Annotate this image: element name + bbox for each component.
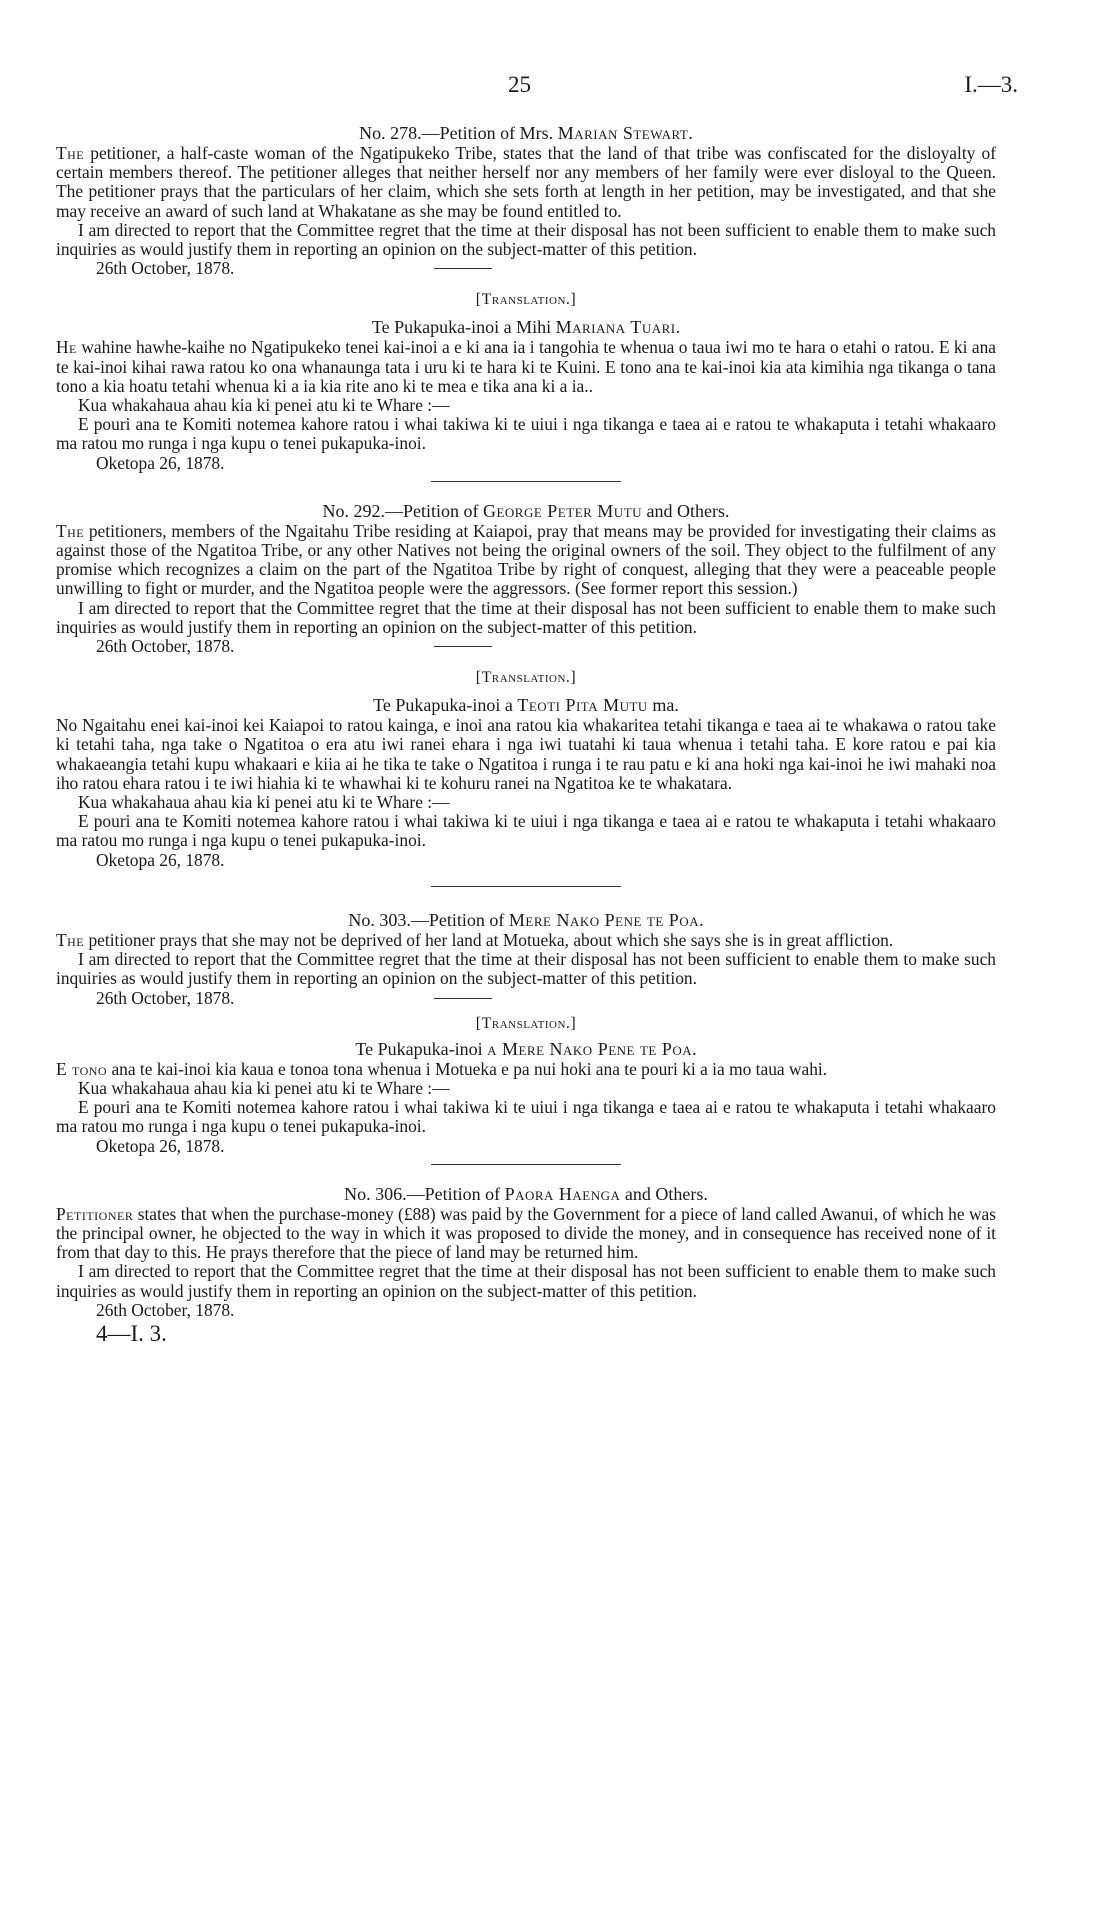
translation-order: Kua whakahaua ahau kia ki penei atu ki te Whare :—: [78, 1077, 450, 1098]
committee-report: I am directed to report that the Committee regret that the time at their disposal has not been sufficient to enable them to make such inquiries as would justify them in reporting an opinion on the subject-matter of this petition.: [56, 1261, 996, 1301]
translation-report: E pouri ana te Komiti notemea kahore ratou i whai takiwa ki te uiui i nga tikanga e taea ai e ratou te whakaputa i tetahi whakaaro ma ratou mo runga i nga kupu o tenei pukapuka-inoi.: [56, 1097, 996, 1137]
petition-title: No. 278.—Petition of Mrs. Marian Stewart.: [359, 123, 693, 143]
petition-title: No. 292.—Petition of George Peter Mutu and Others.: [322, 500, 730, 521]
petition-summary: Petitioner states that when the purchase-money (£88) was paid by the Government for a piece of land called Awanui, of which he was the principal owner, he objected to the way in which it was proposed to divide the money, and in consequence has received none of it from that day to this. He prays therefore that the piece of land may be returned him.: [56, 1203, 996, 1263]
translation-summary: He wahine hawhe-kaihe no Ngatipukeko tenei kai-inoi a e ki ana ia i tangohia te whenua o taua iwi mo te hara o etahi o ratou. E ki ana te kai-inoi kihai rawa ratou ko ona whanaunga tata i uru ki te hara ki te Kuini. E tono ana te kai-inoi kia ata kimihia nga tikanga o tana tono a kia hoatu tetahi whenua ki a ia kia rite ano ki te mea e tika ana ki a ia..: [56, 337, 996, 396]
translation-label: [Translation.]: [475, 1014, 577, 1032]
report-date: 26th October, 1878.: [96, 258, 235, 279]
translation-title: Te Pukapuka-inoi a Mihi Mariana Tuari.: [371, 317, 681, 338]
translation-label: [Translation.]: [475, 669, 577, 687]
section-divider: [431, 1164, 621, 1165]
translation-report: E pouri ana te Komiti notemea kahore ratou i whai takiwa ki te uiui i nga tikanga e taea ai e ratou te whakaputa i tetahi whakaaro ma ratou mo runga i nga kupu o tenei pukapuka-inoi.: [56, 811, 996, 851]
committee-report: I am directed to report that the Committee regret that the time at their disposal has not been sufficient to enable them to make such inquiries as would justify them in reporting an opinion on the subject-matter of this petition.: [56, 597, 996, 637]
page-number: 25: [508, 72, 531, 97]
petition-title: No. 303.—Petition of Mere Nako Pene te Poa.: [348, 909, 704, 930]
petitioner-name: Mere Nako Pene te Poa: [508, 909, 700, 930]
translation-summary: E tono ana te kai-inoi kia kaua e tonoa tona whenua i Motueka e pa nui hoki ana te pouri ki a ia mo taua wahi.: [56, 1058, 828, 1079]
translation-order: Kua whakahaua ahau kia ki penei atu ki te Whare :—: [78, 792, 450, 813]
committee-report: I am directed to report that the Committee regret that the time at their disposal has not been sufficient to enable them to make such inquiries as would justify them in reporting an opinion on the subject-matter of this petition.: [56, 949, 996, 989]
page-content: [56, 122, 996, 1348]
committee-report: I am directed to report that the Committee regret that the time at their disposal has not been sufficient to enable them to make such inquiries as would justify them in reporting an opinion on the subject-matter of this petition.: [56, 219, 996, 260]
section-divider: [431, 886, 621, 887]
petitioner-name: Marian Stewart: [557, 123, 689, 143]
date-line: [56, 259, 996, 278]
report-date: 26th October, 1878.: [96, 636, 235, 657]
divider: [434, 998, 492, 999]
translation-date: Oketopa 26, 1878.: [96, 452, 225, 473]
petition-summary: The petitioners, members of the Ngaitahu Tribe residing at Kaiapoi, pray that means may be provided for investigating their claims as against those of the Ngatitoa Tribe, or any other Natives not being the original owners of the soil. They object to the fulfilment of any promise which recognizes a claim on the part of the Ngatitoa Tribe by right of conquest, alleging that they were a peaceable people unwilling to fight or murder, and the Ngatitoa people were the aggressors. (See former report this session.): [56, 520, 996, 599]
translation-summary: No Ngaitahu enei kai-inoi kei Kaiapoi to ratou kainga, e inoi ana ratou kia whakaritea tetahi tikanga e taea ai te whakawa o ratou take ki tetahi taha, nga take o Ngatitoa o era atu iwi ranei ehara i nga iwi tuatahi ki taua whenua i tetahi taha. E kore ratou e pai kia whakaeangia tetahi kupu whakaari e kiia ai he tika te take o Ngatitoa i runga i te rau patu e ki ana hoki nga kai-inoi he iwi mahaki noa iho ratou ehara ratou i te iwi hiahia ki te whawhai ki te kohuru ranei na Ngatitoa ke te whakatara.: [56, 715, 996, 793]
translation-order: Kua whakahaua ahau kia ki penei atu ki te Whare :—: [78, 395, 450, 416]
report-date: 26th October, 1878.: [96, 1299, 235, 1320]
petition-title: No. 306.—Petition of Paora Haenga and Others.: [344, 1183, 708, 1204]
date-line: [56, 637, 996, 656]
section-divider: [431, 481, 621, 482]
petitioner-name: George Peter Mutu: [482, 500, 643, 521]
translation-title: Te Pukapuka-inoi a Mere Nako Pene te Poa.: [355, 1038, 697, 1059]
translation-report: E pouri ana te Komiti notemea kahore ratou i whai takiwa ki te uiui i nga tikanga e taea ai e ratou te whakaputa i tetahi whakaaro ma ratou mo runga i nga kupu o tenei pukapuka-inoi.: [56, 414, 996, 454]
divider: [434, 268, 492, 269]
signature-mark: 4—I. 3.: [96, 1320, 167, 1346]
petition-summary: The petitioner prays that she may not be deprived of her land at Motueka, about which she says she is in great affliction.: [56, 929, 894, 950]
page-header: [0, 72, 1114, 112]
translation-date: Oketopa 26, 1878.: [96, 1135, 225, 1156]
translation-date: Oketopa 26, 1878.: [96, 849, 225, 870]
divider: [434, 646, 492, 647]
petitioner-name: Paora Haenga: [504, 1183, 621, 1204]
translation-title: Te Pukapuka-inoi a Teoti Pita Mutu ma.: [373, 695, 679, 716]
series-number: I.—3.: [964, 72, 1018, 97]
translation-label: [Translation.]: [475, 291, 577, 309]
petition-summary: The petitioner, a half-caste woman of the Ngatipukeko Tribe, states that the land of that tribe was confiscated for the disloyalty of certain members thereof. The petitioner alleges that neither herself nor any members of her family were ever disloyal to the Queen. The petitioner prays that the particulars of her claim, which she sets forth at length in her petition, may be investigated, and that she may receive an award of such land at Whakatane as she may be found entitled to.: [56, 143, 996, 221]
report-date: 26th October, 1878.: [96, 987, 235, 1008]
date-line: [56, 989, 996, 1008]
